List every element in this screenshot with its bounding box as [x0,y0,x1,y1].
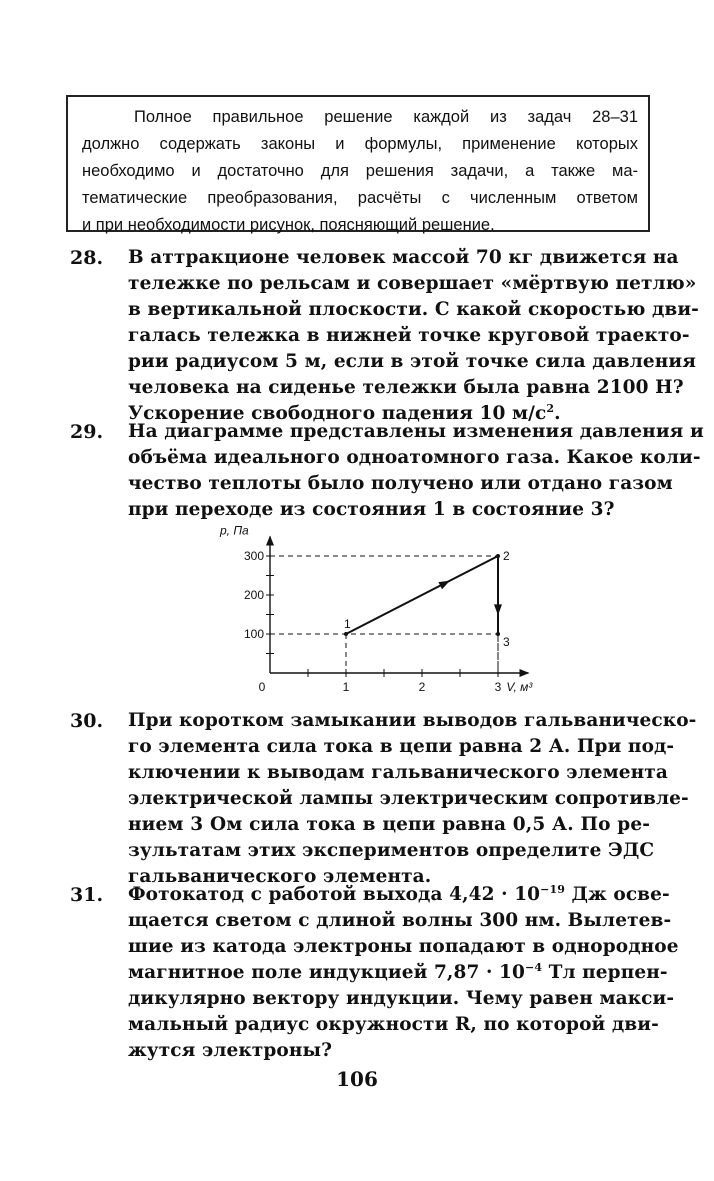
task-line: шие из катода электроны попадают в однородное [128,936,679,957]
state-label-3: 3 [503,635,510,649]
instructions-box [66,95,650,232]
instructions-line: должно содержать законы и формулы, применение которых [82,135,638,153]
task-line: объёма идеального одноатомного газа. Какое коли- [128,447,701,468]
x-tick-label: 1 [342,680,350,694]
task-number: 28. [70,247,104,269]
x-axis-label: V, м³ [506,680,533,694]
pv-diagram [210,520,570,700]
task-number: 30. [70,710,104,732]
arrow-1-2 [438,581,450,590]
task-text [128,708,697,890]
x-tick-label: 2 [418,680,426,694]
task-text [128,419,704,523]
y-tick-label: 200 [243,588,264,602]
instructions-line: Полное правильное решение каждой из задач 28–31 [134,108,638,126]
y-tick-label: 100 [243,627,264,641]
task-line: Фотокатод с работой выхода $4,42 \cdot 10^{-19}$ Дж осве- [128,883,670,905]
task-text [128,882,679,1064]
state-label-1: 1 [344,617,351,631]
task-text [128,245,699,427]
task-line: На диаграмме представлены изменения давления и [128,421,704,442]
task-line: в вертикальной плоскости. С какой скоростью дви- [128,299,699,320]
instructions-line: тематические преобразования, расчёты с численным ответом [82,189,638,207]
transition-1-2 [346,556,498,634]
arrow-2-3 [494,604,502,615]
task-line: магнитное поле индукцией $7,87 \cdot 10^{-4}$ Тл перпен- [128,961,668,983]
x-tick-label: 3 [494,680,502,694]
task-line: тележке по рельсам и совершает «мёртвую петлю» [128,273,697,294]
axes [270,537,528,674]
ticks [244,549,502,694]
task-line: го элемента сила тока в цепи равна 2 А. При под- [128,736,675,757]
task-line: ключении к выводам гальванического элемента [128,762,668,783]
task-line: мальный радиус окружности R, по которой дви- [128,1014,659,1035]
task-line: щается светом с длиной волны 300 нм. Вылетев- [128,910,672,931]
y-axis-label: p, Па [220,523,249,538]
task-line: Ускорение свободного падения 10 $м/с^2$. [128,402,561,424]
state-point-1 [344,632,348,636]
task-line: рии радиусом 5 м, если в этой точке сила давления [128,351,696,372]
state-point-2 [496,554,500,558]
x-tick-label: 0 [258,680,266,694]
task-line: электрической лампы электрическим сопротивле- [128,788,689,809]
task-line: чество теплоты было получено или отдано газом [128,473,673,494]
task-number: 31. [70,884,104,906]
task-line: зультатам этих экспериментов определите ЭДС [128,840,655,861]
page-number: 106 [336,1067,378,1091]
instructions-line: необходимо и достаточно для решения задачи, а также ма- [82,162,638,180]
state-point-3 [496,632,500,636]
transitions [346,556,502,634]
task-line: человека на сиденье тележки была равна 2100 Н? [128,377,684,398]
task-line: В аттракционе человек массой 70 кг движется на [128,247,679,268]
task-line: дикулярно вектору индукции. Чему равен макси- [128,988,675,1009]
y-tick-label: 300 [243,549,264,563]
task-line: При коротком замыкании выводов гальваническо- [128,710,697,731]
task-line: нием 3 Ом сила тока в цепи равна 0,5 А. По ре- [128,814,650,835]
task-line: жутся электроны? [128,1040,333,1061]
task-number: 29. [70,421,104,443]
state-label-2: 2 [503,549,510,563]
instructions-line: и при необходимости рисунок, поясняющий решение. [82,216,495,234]
task-line: галась тележка в нижней точке круговой траекто- [128,325,690,346]
task-line: при переходе из состояния 1 в состояние 3? [128,499,615,520]
task-line: гальванического элемента. [128,866,432,887]
